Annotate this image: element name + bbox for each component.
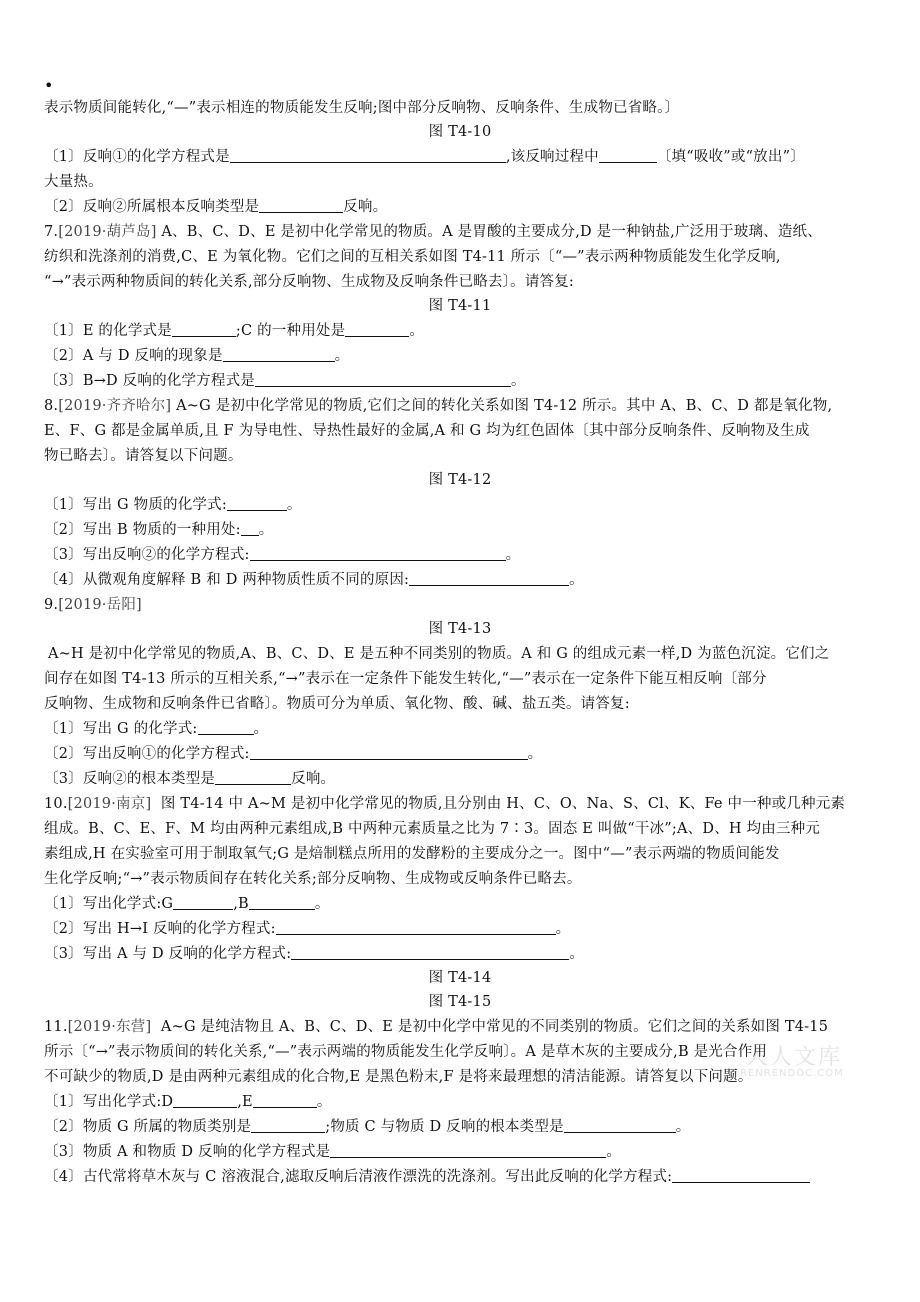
figure-caption-t4-11: 图 T4-11 [428, 298, 492, 314]
q9-part2: 〔2〕写出反响①的化学方程式: 。 [44, 746, 543, 762]
q9-stem-line3: 反响物、生成物和反响条件已省略〕。物质可分为单质、氧化物、酸、碱、盐五类。请答复: [44, 696, 630, 712]
q8-part3: 〔3〕写出反响②的化学方程式: 。 [44, 547, 521, 563]
answer-blank[interactable] [255, 371, 511, 387]
q9-part3: 〔3〕反响②的根本类型是 反响。 [44, 771, 336, 787]
answer-blank[interactable] [250, 744, 528, 760]
answer-blank[interactable] [672, 1167, 810, 1183]
answer-blank[interactable] [251, 1117, 325, 1133]
answer-blank[interactable] [173, 894, 233, 910]
figure-caption-t4-10: 图 T4-10 [428, 124, 492, 140]
q6-part1-cont: 大量热。 [44, 174, 103, 190]
q6-stem-tail: 表示物质间能转化,“—”表示相连的物质能发生反响;图中部分反响物、反响条件、生成物已省略。〕 [44, 100, 680, 116]
answer-blank[interactable] [345, 321, 409, 337]
answer-blank[interactable] [198, 719, 254, 735]
question-source: [2019·岳阳] [58, 597, 142, 613]
q11-part4: 〔4〕古代常将草木灰与 C 溶液混合,滤取反响后清液作漂洗的洗涤剂。写出此反响的化学方程式: [44, 1165, 884, 1189]
answer-blank[interactable] [291, 944, 569, 960]
q7-part3: 〔3〕B→D 反响的化学方程式是 。 [44, 373, 526, 389]
answer-blank[interactable] [564, 1117, 676, 1133]
q6-part2: 〔2〕反响②所属根本反响类型是 反响。 [44, 199, 388, 215]
q8-stem-line1: 8.[2019·齐齐哈尔] A~G 是初中化学常见的物质,它们之间的转化关系如图 T4-12 所示。其中 A、B、C、D 都是氧化物, [44, 398, 833, 414]
answer-blank[interactable] [227, 495, 287, 511]
answer-blank[interactable] [330, 1142, 606, 1158]
figure-caption-t4-15: 图 T4-15 [428, 994, 492, 1010]
question-source: [2019·齐齐哈尔] [58, 398, 172, 414]
q9-stem-line2: 间存在如图 T4-13 所示的互相关系,“→”表示在一定条件下能发生转化,“—”表示在一定条件下能互相反响〔部分 [44, 671, 767, 687]
figure-caption-t4-12: 图 T4-12 [428, 472, 492, 488]
q11-stem-line1: 11.[2019·东营] A~G 是纯洁物且 A、B、C、D、E 是初中化学中常见的不同类别的物质。它们之间的关系如图 T4-15 [44, 1019, 829, 1035]
q8-stem-line2: E、F、G 都是金属单质,且 F 为导电性、导热性最好的金属,A 和 G 均为红色固体〔其中部分反响条件、反响物及生成 [44, 423, 810, 439]
q10-stem-line3: 素组成,H 在实验室可用于制取氧气;G 是焙制糕点所用的发酵粉的主要成分之一。图中“—”表示两端的物质间能发 [44, 846, 780, 862]
answer-blank[interactable] [172, 321, 236, 337]
q7-part2: 〔2〕A 与 D 反响的现象是 。 [44, 348, 350, 364]
answer-blank[interactable] [253, 1092, 317, 1108]
q10-stem-line2: 组成。B、C、E、F、M 均由两种元素组成,B 中两种元素质量之比为 7∶3。固态 E 叫做“干冰”;A、D、H 均由三种元 [44, 821, 821, 837]
answer-blank[interactable] [259, 197, 343, 213]
q10-stem-line4: 生化学反响;“→”表示物质间存在转化关系;部分反响物、生成物或反响条件已略去。 [44, 871, 582, 887]
q8-part4: 〔4〕从微观角度解释 B 和 D 两种物质性质不同的原因: 。 [44, 572, 584, 588]
answer-blank[interactable] [173, 1092, 237, 1108]
q9-part1: 〔1〕写出 G 的化学式: 。 [44, 721, 269, 737]
watermark-logo: 人人文库 RENRENDOC.COM [740, 1045, 844, 1079]
q10-stem-line1: 10.[2019·南京] 图 T4-14 中 A~M 是初中化学常见的物质,且分别由 H、C、O、Na、S、Cl、K、Fe 中一种或几种元素 [44, 796, 846, 812]
q11-part2: 〔2〕物质 G 所属的物质类别是 ;物质 C 与物质 D 反响的根本类型是 。 [44, 1119, 691, 1135]
q10-part2: 〔2〕写出 H→I 反响的化学方程式: 。 [44, 921, 571, 937]
figure-caption-t4-13: 图 T4-13 [428, 621, 492, 637]
question-source: [2019·南京] [67, 796, 152, 812]
bullet-dot: • [44, 76, 54, 95]
figure-caption-t4-14: 图 T4-14 [428, 970, 492, 986]
q11-stem-line3: 不可缺少的物质,D 是由两种元素组成的化合物,E 是黑色粉末,F 是将来最理想的清洁能源。请答复以下问题。 [44, 1069, 753, 1085]
q11-part1: 〔1〕写出化学式:D ,E 。 [44, 1094, 332, 1110]
answer-blank[interactable] [230, 147, 506, 163]
q10-part1: 〔1〕写出化学式:G ,B 。 [44, 896, 330, 912]
answer-blank[interactable] [599, 147, 657, 163]
answer-blank[interactable] [215, 769, 291, 785]
q11-stem-line2: 所示〔“→”表示物质间的转化关系,“—”表示两端的物质能发生化学反响〕。A 是草木灰的主要成分,B 是光合作用 [44, 1044, 768, 1060]
q9-stem-line1: A~H 是初中化学常见的物质,A、B、C、D、E 是五种不同类别的物质。A 和 G 的组成元素一样,D 为蓝色沉淀。它们之 [48, 646, 830, 662]
question-source: [2019·葫芦岛] [58, 224, 157, 240]
q11-part3: 〔3〕物质 A 和物质 D 反响的化学方程式是 。 [44, 1144, 622, 1160]
q9-header: 9.[2019·岳阳] [44, 597, 142, 613]
q8-part2: 〔2〕写出 B 物质的一种用处: 。 [44, 522, 274, 538]
answer-blank[interactable] [241, 520, 259, 536]
answer-blank[interactable] [276, 919, 556, 935]
question-source: [2019·东营] [67, 1019, 152, 1035]
q7-stem-line2: 纺织和洗涤剂的消费,C、E 为氧化物。它们之间的互相关系如图 T4-11 所示〔“—”表示两种物质能发生化学反响, [44, 249, 781, 265]
q8-stem-line3: 物已略去〕。请答复以下问题。 [44, 448, 243, 464]
answer-blank[interactable] [249, 894, 315, 910]
answer-blank[interactable] [409, 570, 569, 586]
q7-stem-line1: 7.[2019·葫芦岛] A、B、C、D、E 是初中化学常见的物质。A 是胃酸的主要成分,D 是一种钠盐,广泛用于玻璃、造纸、 [44, 224, 822, 240]
answer-blank[interactable] [250, 545, 506, 561]
q6-part1: 〔1〕反响①的化学方程式是 ,该反响过程中 〔填“吸收”或“放出”〕 [44, 149, 805, 165]
q7-part1: 〔1〕E 的化学式是 ;C 的一种用处是 。 [44, 323, 425, 339]
answer-blank[interactable] [223, 346, 335, 362]
q8-part1: 〔1〕写出 G 物质的化学式: 。 [44, 497, 302, 513]
q10-part3: 〔3〕写出 A 与 D 反响的化学方程式: 。 [44, 946, 585, 962]
q7-stem-line3: “→”表示两种物质间的转化关系,部分反响物、生成物及反响条件已略去〕。请答复: [44, 274, 575, 290]
